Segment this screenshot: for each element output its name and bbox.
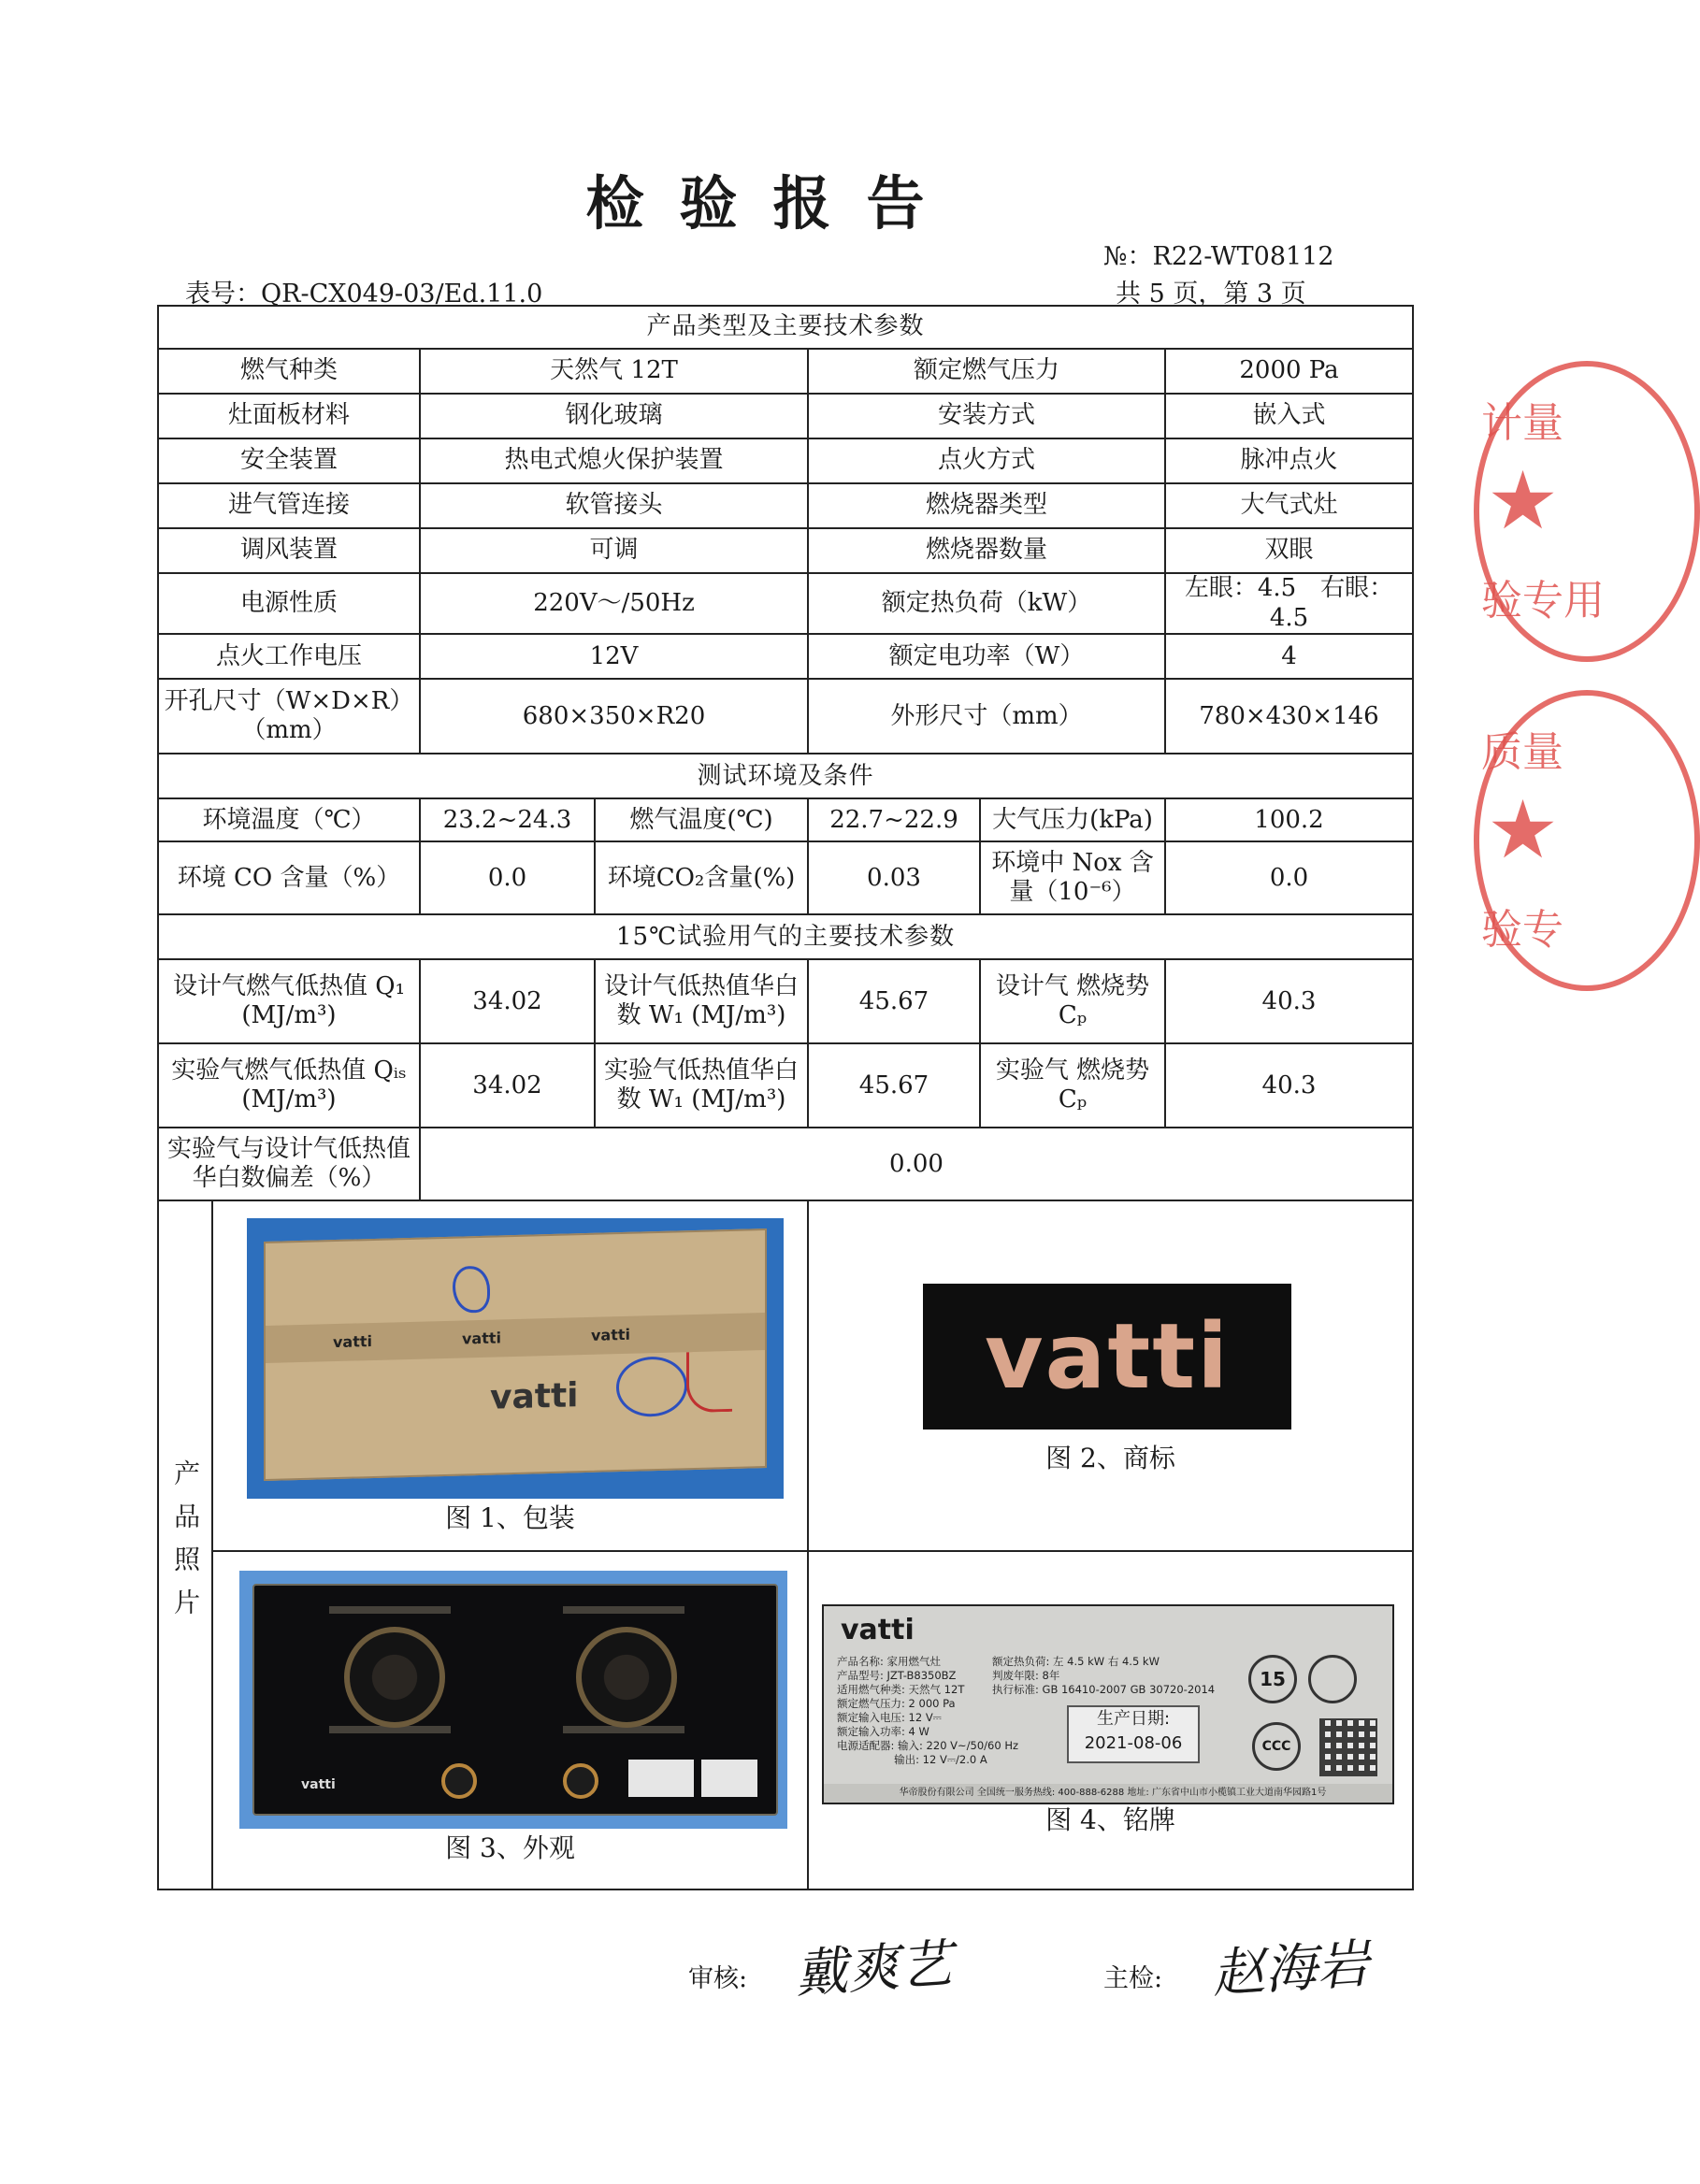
gas-heading: 15℃试验用气的主要技术参数 [158,914,1413,959]
env-label: 环境中 Nox 含量（10⁻⁶） [980,841,1165,914]
nameplate-line: 额定燃气压力: 2 000 Pa [837,1697,956,1711]
param-label: 安全装置 [158,438,420,483]
official-stamp-2: 质量 ★ 验专 [1474,690,1595,989]
gas-label: 设计气燃气低热值 Q₁ (MJ/m³) [158,959,420,1043]
env-row-2 [158,841,1413,914]
param-value: 脉冲点火 [1165,438,1413,483]
param-value: 钢化玻璃 [420,394,808,438]
production-date-label: 生产日期: [1096,1709,1171,1730]
params-row [158,483,1413,528]
nameplate-line: 额定热负荷: 左 4.5 kW 右 4.5 kW [992,1655,1160,1669]
param-value: 天然气 12T [420,349,808,394]
param-value: 大气式灶 [1165,483,1413,528]
env-label: 大气压力(kPa) [980,798,1165,841]
official-stamp-1: 计量 ★ 验专用 [1474,361,1595,660]
param-label: 开孔尺寸（W×D×R）（mm） [158,679,420,754]
param-label: 点火方式 [808,438,1165,483]
nameplate-footer: 华帝股份有限公司 全国统一服务热线: 400-888-6288 地址: 广东省中山市小榄镇工业大道南华园路1号 [824,1784,1392,1803]
production-date-box [1067,1705,1200,1763]
photo-cell-3 [212,1551,808,1889]
gas-value: 45.67 [808,1043,980,1128]
inspect-signature: 赵海岩 [1210,1933,1372,2005]
param-value: 780×430×146 [1165,679,1413,754]
trademark-text: vatti [984,1303,1231,1409]
gas-value: 40.3 [1165,959,1413,1043]
packaging-photo [247,1218,784,1499]
review-label: 审核: [688,1964,748,1993]
stamp-star-icon: ★ [1487,783,1560,877]
nameplate-line: 输出: 12 V⎓/2.0 A [837,1753,987,1767]
photo-cell-2 [808,1200,1413,1551]
gas-value: 0.00 [420,1128,1413,1200]
photos-side-cell [158,1200,212,1889]
param-label: 调风装置 [158,528,420,573]
nameplate-line: 产品型号: JZT-B8350BZ [837,1669,957,1683]
env-value: 23.2~24.3 [420,798,595,841]
param-label: 燃烧器类型 [808,483,1165,528]
box-brand-text: vatti [591,1326,631,1345]
form-number: 表号：QR-CX049-03/Ed.11.0 [185,280,543,309]
trademark-photo [923,1284,1291,1430]
nameplate-line: 适用燃气种类: 天然气 12T [837,1683,965,1697]
environment-heading: 测试环境及条件 [158,754,1413,798]
params-row [158,528,1413,573]
param-value: 12V [420,634,808,679]
env-value: 0.0 [420,841,595,914]
nameplate-line: 执行标准: GB 16410-2007 GB 30720-2014 [992,1683,1216,1697]
param-label: 点火工作电压 [158,634,420,679]
nameplate-line: 额定输入电压: 12 V⎓ [837,1711,942,1725]
param-value: 双眼 [1165,528,1413,573]
photo-cell-1 [212,1200,808,1551]
param-label: 额定热负荷（kW） [808,573,1165,634]
badge-15-icon: 15 [1248,1655,1297,1703]
gas-label: 实验气 燃烧势 Cₚ [980,1043,1165,1128]
gas-label: 设计气低热值华白数 W₁ (MJ/m³) [595,959,808,1043]
nameplate-line: 额定输入功率: 4 W [837,1725,929,1739]
hob-brand-text: vatti [301,1777,336,1793]
stamp-star-icon: ★ [1487,454,1560,548]
param-label: 进气管连接 [158,483,420,528]
nameplate-line: 电源适配器: 输入: 220 V~/50/60 Hz [837,1739,1019,1753]
report-title: 检验报告 [585,169,960,237]
nameplate-line: 判废年限: 8年 [992,1669,1060,1683]
params-row [158,634,1413,679]
report-table [157,305,1414,1890]
gas-label: 实验气燃气低热值 Qᵢₛ (MJ/m³) [158,1043,420,1128]
gas-value: 34.02 [420,959,595,1043]
param-value: 680×350×R20 [420,679,808,754]
production-date-value: 2021-08-06 [1084,1733,1183,1754]
param-label: 额定电功率（W） [808,634,1165,679]
env-value: 0.03 [808,841,980,914]
gas-label: 实验气与设计气低热值华白数偏差（%） [158,1128,420,1200]
param-value: 左眼：4.5 右眼：4.5 [1165,573,1413,634]
param-value: 嵌入式 [1165,394,1413,438]
param-label: 安装方式 [808,394,1165,438]
param-label: 灶面板材料 [158,394,420,438]
params-row [158,394,1413,438]
param-value: 4 [1165,634,1413,679]
param-value: 热电式熄火保护装置 [420,438,808,483]
params-row [158,679,1413,754]
params-row [158,349,1413,394]
param-label: 额定燃气压力 [808,349,1165,394]
gas-value: 34.02 [420,1043,595,1128]
gas-label: 设计气 燃烧势 Cₚ [980,959,1165,1043]
appearance-photo [239,1571,787,1829]
fig-4-caption: 图 4、铭牌 [1045,1804,1175,1836]
env-label: 燃气温度(℃) [595,798,808,841]
param-label: 电源性质 [158,573,420,634]
box-brand-text: vatti [333,1332,373,1352]
param-label: 外形尺寸（mm） [808,679,1165,754]
ccc-mark-icon: CCC [1252,1722,1301,1771]
gas-label: 实验气低热值华白数 W₁ (MJ/m³) [595,1043,808,1128]
params-row [158,573,1413,634]
fig-3-caption: 图 3、外观 [445,1832,575,1864]
param-value: 2000 Pa [1165,349,1413,394]
inspect-label: 主检: [1103,1964,1163,1993]
gas-row-2 [158,1043,1413,1128]
photos-side-label: 产品照片 [170,1458,202,1631]
params-row [158,438,1413,483]
report-number: №：R22-WT08112 [1103,242,1334,271]
nameplate-brand: vatti [841,1614,915,1647]
nameplate-photo [822,1604,1394,1804]
gas-value: 45.67 [808,959,980,1043]
env-value: 0.0 [1165,841,1413,914]
gas-row-3 [158,1128,1413,1200]
params-heading: 产品类型及主要技术参数 [158,306,1413,349]
params-rows [158,349,1413,754]
gas-row-1 [158,959,1413,1043]
qr-code-icon [1319,1718,1377,1776]
param-label: 燃气种类 [158,349,420,394]
box-brand-text: vatti [462,1329,502,1348]
certification-seal-icon [1308,1655,1357,1703]
fig-1-caption: 图 1、包装 [445,1502,575,1534]
env-row-1 [158,798,1413,841]
nameplate-line: 产品名称: 家用燃气灶 [837,1655,942,1669]
env-label: 环境 CO 含量（%） [158,841,420,914]
page-info: 共 5 页，第 3 页 [1116,280,1306,309]
env-value: 22.7~22.9 [808,798,980,841]
fig-2-caption: 图 2、商标 [1045,1443,1175,1474]
env-label: 环境CO₂含量(%) [595,841,808,914]
param-value: 软管接头 [420,483,808,528]
param-label: 燃烧器数量 [808,528,1165,573]
photo-cell-4 [808,1551,1413,1889]
review-signature: 戴爽艺 [793,1933,955,2005]
gas-value: 40.3 [1165,1043,1413,1128]
param-value: 220V～/50Hz [420,573,808,634]
env-label: 环境温度（℃） [158,798,420,841]
env-value: 100.2 [1165,798,1413,841]
param-value: 可调 [420,528,808,573]
box-brand-logo: vatti [490,1376,579,1418]
